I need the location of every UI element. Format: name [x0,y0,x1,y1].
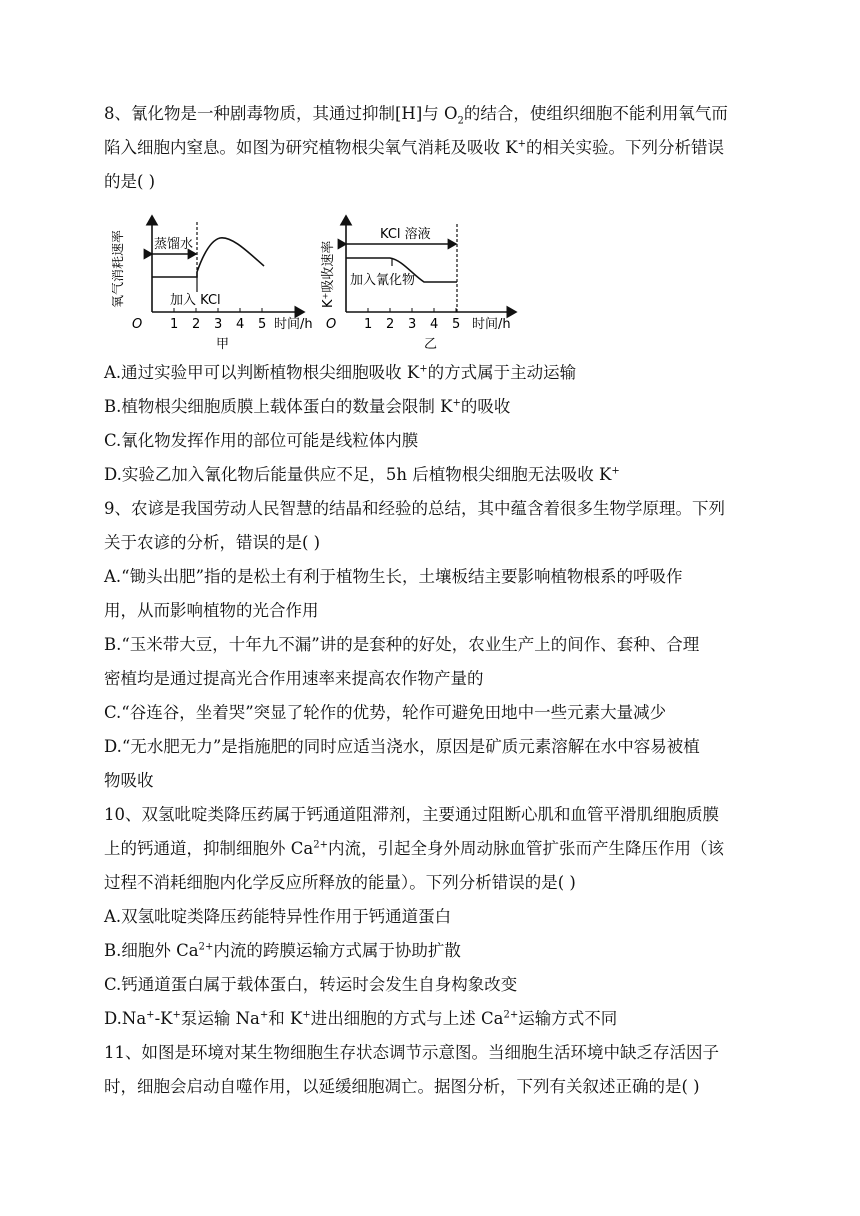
jia-ylabel: 氧气消耗速率 [112,229,126,308]
q8-figure [112,210,532,364]
q8-stem-line2: 陷入细胞内窒息。如图为研究植物根尖氧气消耗及吸收 K+的相关实验。下列分析错误 [104,138,724,157]
q8-graphs-svg [112,210,532,360]
q9-stem-line2: 关于农谚的分析，错误的是( ) [104,533,321,552]
q8-stem-line3: 的是( ) [104,172,156,191]
q8-option-a: A.通过实验甲可以判断植物根尖细胞吸收 K+的方式属于主动运输 [104,363,577,382]
jia-xlabel: 时间/h [274,317,313,332]
jia-annotation: 加入 KCl [170,293,221,308]
graph-yi [320,216,516,352]
q9-option-c: C.“谷连谷，坐着哭”突显了轮作的优势，轮作可避免田地中一些元素大量减少 [104,703,667,722]
yi-tick-2: 2 [386,317,395,332]
q8-option-b: B.植物根尖细胞质膜上载体蛋白的数量会限制 K+的吸收 [104,397,511,416]
yi-tick-3: 3 [408,317,417,332]
q10-option-b: B.细胞外 $Ca^{2+}$内流的跨膜运输方式属于协助扩散 [104,941,461,960]
jia-tick-2: 2 [192,317,201,332]
yi-xlabel: 时间/h [472,317,511,332]
jia-caption: 甲 [216,337,230,352]
yi-annotation: 加入氰化物 [350,273,416,288]
q10-option-d: D.Na+-K+泵运输 Na+和 K+进出细胞的方式与上述 $Ca^{2+}$运输方式不同 [104,1009,618,1028]
q8-stem-line1: 8、氰化物是一种剧毒物质，其通过抑制[H]与 $O_2$的结合，使组织细胞不能利用氧气而 [104,104,728,127]
jia-tick-3: 3 [214,317,223,332]
q10-stem-line2: 上的钙通道，抑制细胞外 $Ca^{2+}$内流，引起全身外周动脉血管扩张而产生降压作用（该 [104,839,724,858]
graph-jia [112,216,313,352]
q10-stem-line1: 10、双氢吡啶类降压药属于钙通道阻滞剂，主要通过阻断心肌和血管平滑肌细胞质膜 [104,805,719,824]
q8-option-d: D.实验乙加入氰化物后能量供应不足，5h 后植物根尖细胞无法吸收 K+ [104,465,620,484]
yi-caption: 乙 [424,337,438,352]
q9-option-d-line1: D.“无水肥无力”是指施肥的同时应适当浇水，原因是矿质元素溶解在水中容易被植 [104,737,700,756]
jia-origin: O [132,317,143,332]
q9-option-b-line2: 密植均是通过提高光合作用速率来提高农作物产量的 [104,669,484,688]
jia-tick-5: 5 [258,317,267,332]
q10-stem-line3: 过程不消耗细胞内化学反应所释放的能量）。下列分析错误的是( ) [104,873,576,892]
q10-option-c: C.钙通道蛋白属于载体蛋白，转运时会发生自身构象改变 [104,975,518,994]
yi-ylabel: K⁺吸收速率 [321,240,336,308]
yi-tick-5: 5 [452,317,461,332]
q9-option-b-line1: B.“玉米带大豆，十年九不漏”讲的是套种的好处，农业生产上的间作、套种、合理 [104,635,700,654]
q9-stem-line1: 9、农谚是我国劳动人民智慧的结晶和经验的总结，其中蕴含着很多生物学原理。下列 [104,499,725,518]
q10-option-a: A.双氢吡啶类降压药能特异性作用于钙通道蛋白 [104,907,452,926]
yi-tick-4: 4 [430,317,439,332]
yi-tick-1: 1 [364,317,373,332]
q11-stem-line2: 时，细胞会启动自噬作用，以延缓细胞凋亡。据图分析，下列有关叙述正确的是( ) [104,1077,700,1096]
q9-option-d-line2: 物吸收 [104,771,154,790]
q9-option-a-line1: A.“锄头出肥”指的是松土有利于植物生长，土壤板结主要影响植物根系的呼吸作 [104,567,683,586]
q8-option-c: C.氰化物发挥作用的部位可能是线粒体内膜 [104,431,419,450]
yi-bracket-label: KCl 溶液 [380,227,431,242]
yi-origin: O [326,317,337,332]
q9-option-a-line2: 用，从而影响植物的光合作用 [104,601,319,620]
jia-tick-4: 4 [236,317,245,332]
jia-tick-1: 1 [170,317,179,332]
jia-bracket-label: 蒸馏水 [154,237,194,252]
q11-stem-line1: 11、如图是环境对某生物细胞生存状态调节示意图。当细胞生活环境中缺乏存活因子 [104,1043,719,1062]
